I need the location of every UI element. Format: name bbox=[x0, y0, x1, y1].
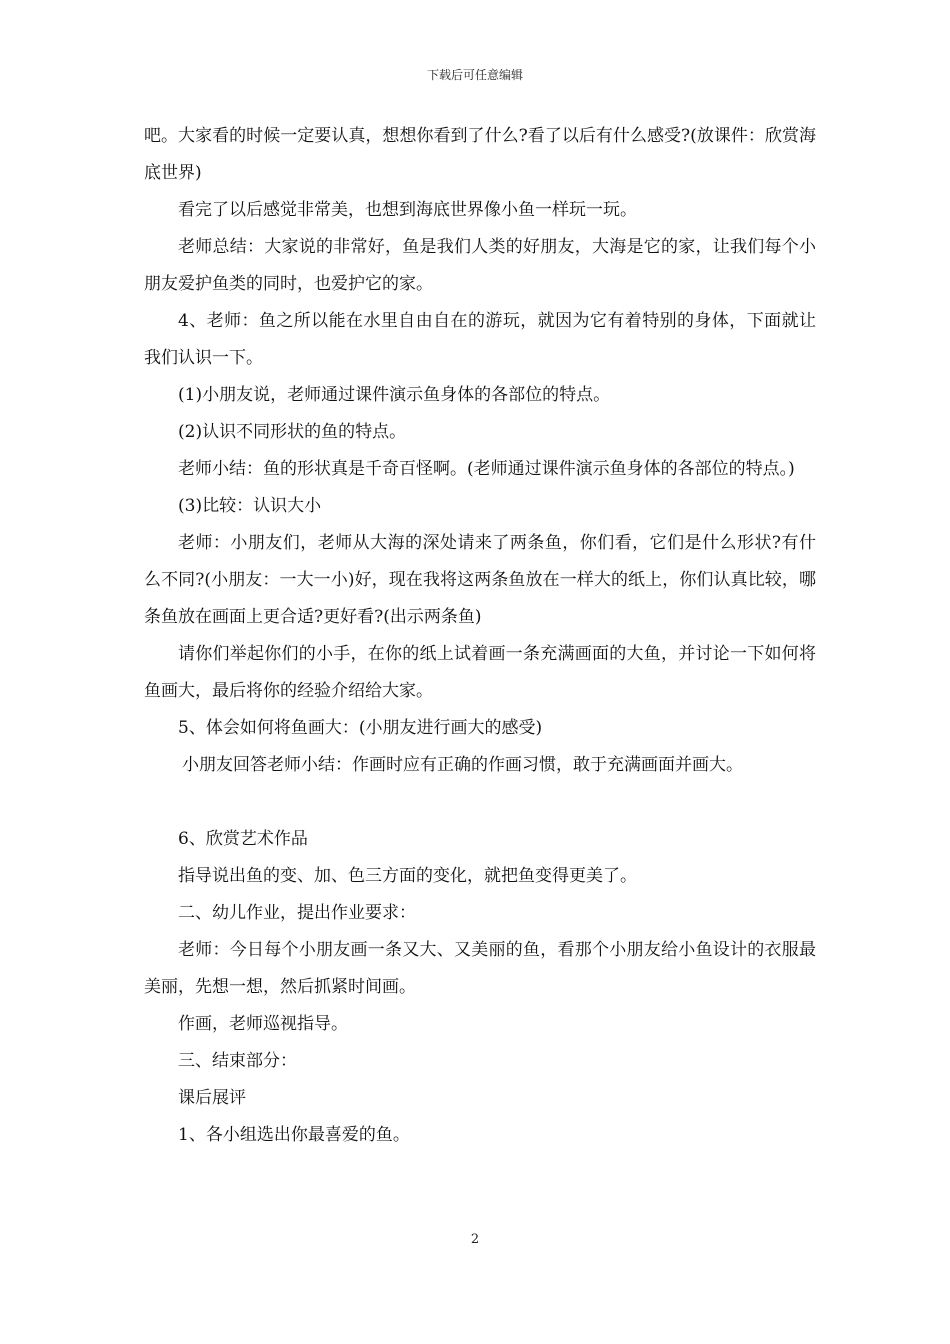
paragraph-19: 课后展评 bbox=[178, 1088, 246, 1108]
paragraph-16: 老师：今日每个小朋友画一条又大、又美丽的鱼，看那个小朋友给小鱼设计的衣服最美丽，先想一想，然后抓紧时间画。 bbox=[144, 940, 816, 997]
paragraph-18: 三、结束部分： bbox=[178, 1051, 297, 1071]
paragraph-11: 5、体会如何将鱼画大：(小朋友进行画大的感受) bbox=[178, 718, 543, 738]
paragraph-13: 6、欣赏艺术作品 bbox=[178, 829, 308, 849]
paragraph-17: 作画，老师巡视指导。 bbox=[178, 1014, 348, 1034]
paragraph-3: 老师总结：大家说的非常好，鱼是我们人类的好朋友，大海是它的家，让我们每个小朋友爱护鱼类的同时，也爱护它的家。 bbox=[144, 237, 816, 294]
paragraph-14: 指导说出鱼的变、加、色三方面的变化，就把鱼变得更美了。 bbox=[178, 866, 637, 886]
paragraph-1: 吧。大家看的时候一定要认真，想想你看到了什么?看了以后有什么感受?(放课件：欣赏海底世界) bbox=[144, 126, 816, 183]
paragraph-20: 1、各小组选出你最喜爱的鱼。 bbox=[178, 1125, 410, 1145]
paragraph-2: 看完了以后感觉非常美，也想到海底世界像小鱼一样玩一玩。 bbox=[178, 200, 637, 220]
blank-line bbox=[144, 784, 816, 821]
paragraph-6: (2)认识不同形状的鱼的特点。 bbox=[178, 422, 407, 442]
paragraph-4: 4、老师：鱼之所以能在水里自由自在的游玩，就因为它有着特别的身体，下面就让我们认识一下。 bbox=[144, 311, 816, 368]
paragraph-12: 小朋友回答老师小结：作画时应有正确的作画习惯，敢于充满画面并画大。 bbox=[182, 755, 743, 775]
page-header: 下载后可任意编辑 bbox=[426, 68, 523, 82]
page-number: 2 bbox=[470, 1232, 480, 1247]
paragraph-10: 请你们举起你们的小手，在你的纸上试着画一条充满画面的大鱼，并讨论一下如何将鱼画大，最后将你的经验介绍给大家。 bbox=[144, 644, 816, 701]
body-text bbox=[144, 118, 816, 1154]
paragraph-9: 老师：小朋友们，老师从大海的深处请来了两条鱼，你们看，它们是什么形状?有什么不同?(小朋友：一大一小)好，现在我将这两条鱼放在一样大的纸上，你们认真比较，哪条鱼放在画面上更合适?更好看?(出示两条鱼) bbox=[144, 533, 816, 627]
paragraph-8: (3)比较：认识大小 bbox=[178, 496, 322, 516]
paragraph-7: 老师小结：鱼的形状真是千奇百怪啊。(老师通过课件演示鱼身体的各部位的特点。) bbox=[178, 459, 795, 479]
paragraph-5: (1)小朋友说，老师通过课件演示鱼身体的各部位的特点。 bbox=[178, 385, 611, 405]
paragraph-15: 二、幼儿作业，提出作业要求： bbox=[178, 903, 416, 923]
